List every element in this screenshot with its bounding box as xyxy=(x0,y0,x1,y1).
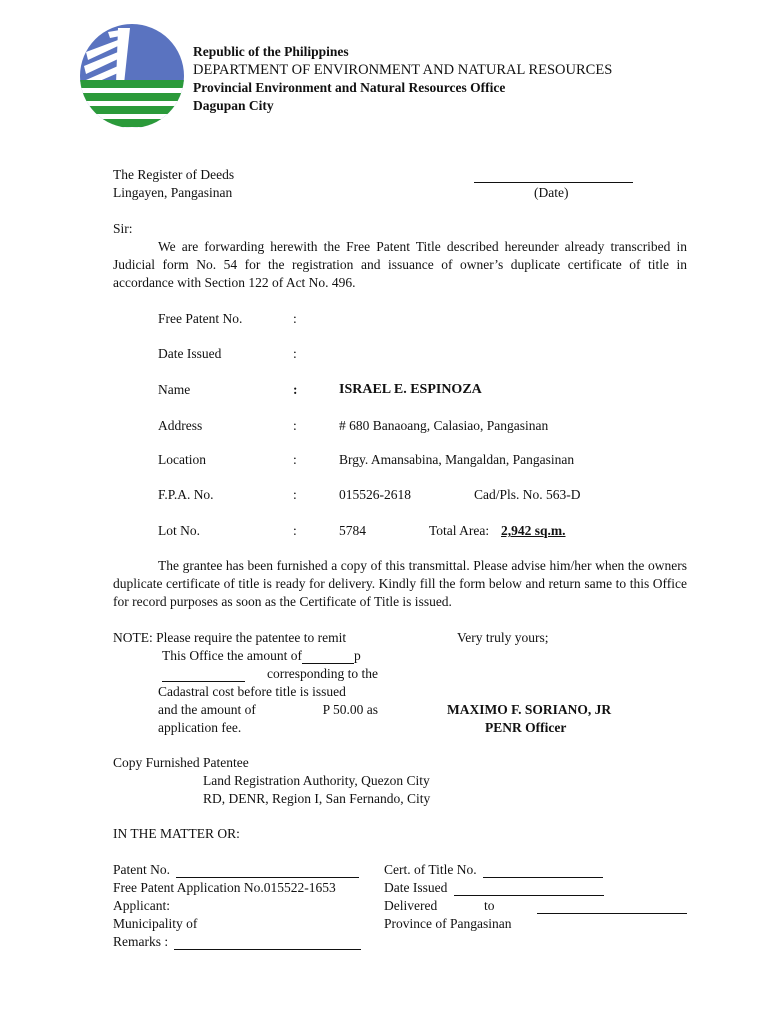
cert-title-row xyxy=(384,862,603,878)
note-line1: NOTE: Please require the patentee to remit xyxy=(113,630,347,645)
date-blank xyxy=(474,167,633,183)
fpa-application: Free Patent Application No.015522-1653 xyxy=(113,880,336,895)
note-line2 xyxy=(162,648,361,664)
copy-furnished-item: RD, DENR, Region I, San Fernando, City xyxy=(203,791,431,806)
date-issued-row xyxy=(384,880,604,896)
cert-title-blank xyxy=(483,863,603,878)
department-name: DEPARTMENT OF ENVIRONMENT AND NATURAL RESOURCES xyxy=(193,62,613,78)
office-city: Dagupan City xyxy=(193,98,274,113)
amount-blank-2 xyxy=(162,667,245,682)
note-amount-text: This Office the amount of xyxy=(162,648,302,663)
field-label-free-patent: Free Patent No. xyxy=(158,311,243,326)
total-area-label: Total Area: xyxy=(429,523,490,538)
note-line5 xyxy=(158,702,378,718)
remarks-blank xyxy=(174,935,361,950)
denr-logo xyxy=(78,22,186,130)
field-sep: : xyxy=(293,346,297,361)
province-label: Province of Pangasinan xyxy=(384,916,512,931)
field-value-fpa: 015526-2618 xyxy=(339,487,411,502)
total-area-value: 2,942 sq.m. xyxy=(501,523,566,538)
field-sep: : xyxy=(293,418,297,433)
patent-no-blank xyxy=(176,863,359,878)
matter-heading: IN THE MATTER OR: xyxy=(113,826,240,841)
field-label-location: Location xyxy=(158,452,206,467)
signatory-name: MAXIMO F. SORIANO, JR xyxy=(447,702,612,717)
field-sep: : xyxy=(293,487,297,502)
note-line4: Cadastral cost before title is issued xyxy=(158,684,346,699)
grantee-paragraph: The grantee has been furnished a copy of this transmittal. Please advise him/her when the owners duplicate certificate of title is ready for delivery. Kindly fill the form below and return same to this Office for record purposes as soon as the Certificate of Title is issued. xyxy=(113,558,687,609)
salutation: Sir: xyxy=(113,221,133,236)
field-value-location: Brgy. Amansabina, Mangaldan, Pangasinan xyxy=(339,452,575,467)
delivered-label: Delivered xyxy=(384,898,438,913)
field-label-name: Name xyxy=(158,382,191,397)
remarks-row xyxy=(113,934,361,950)
field-label-fpa: F.P.A. No. xyxy=(158,487,214,502)
remarks-label: Remarks : xyxy=(113,934,169,949)
signatory-position: PENR Officer xyxy=(485,720,567,735)
cert-title-label: Cert. of Title No. xyxy=(384,862,477,877)
field-value-name: ISRAEL E. ESPINOZA xyxy=(339,382,482,397)
applicant-label: Applicant: xyxy=(113,898,170,913)
intro-paragraph: We are forwarding herewith the Free Patent Title described hereunder already transcribed in Judicial form No. 54 for the registration and issuance of owner’s duplicate certificate of title in accordance with Section 122 of Act No. 496. xyxy=(113,239,687,290)
note-corresponding: corresponding to the xyxy=(267,666,378,681)
field-label-address: Address xyxy=(158,418,203,433)
amount-blank xyxy=(302,649,354,664)
field-sep: : xyxy=(293,311,297,326)
date-issued-label: Date Issued xyxy=(384,880,448,895)
copy-furnished-item: Land Registration Authority, Quezon City xyxy=(203,773,430,788)
note-currency: p xyxy=(353,648,361,663)
note-line3 xyxy=(162,666,378,682)
field-sep: : xyxy=(293,523,297,538)
field-value-cad: Cad/Pls. No. 563-D xyxy=(474,487,581,502)
addressee-line1: The Register of Deeds xyxy=(113,167,235,182)
office-name: Provincial Environment and Natural Resources Office xyxy=(193,80,506,95)
municipality-label: Municipality of xyxy=(113,916,198,931)
republic-line: Republic of the Philippines xyxy=(193,44,349,59)
delivered-to: to xyxy=(484,898,495,913)
note-line6: application fee. xyxy=(158,720,242,735)
date-issued-blank xyxy=(454,881,604,896)
date-label: (Date) xyxy=(534,185,569,200)
note-fee-amount: P 50.00 as xyxy=(322,702,378,717)
field-sep: : xyxy=(293,382,298,397)
field-sep: : xyxy=(293,452,297,467)
field-label-date-issued: Date Issued xyxy=(158,346,222,361)
field-value-lot: 5784 xyxy=(339,523,366,538)
patent-no-row xyxy=(113,862,359,878)
field-label-lot: Lot No. xyxy=(158,523,200,538)
copy-furnished-label: Copy Furnished Patentee xyxy=(113,755,249,770)
addressee-line2: Lingayen, Pangasinan xyxy=(113,185,233,200)
patent-no-label: Patent No. xyxy=(113,862,170,877)
delivered-blank xyxy=(537,898,687,914)
valediction: Very truly yours; xyxy=(457,630,549,645)
field-value-address: # 680 Banaoang, Calasiao, Pangasinan xyxy=(339,418,549,433)
note-and-amount: and the amount of xyxy=(158,702,256,717)
